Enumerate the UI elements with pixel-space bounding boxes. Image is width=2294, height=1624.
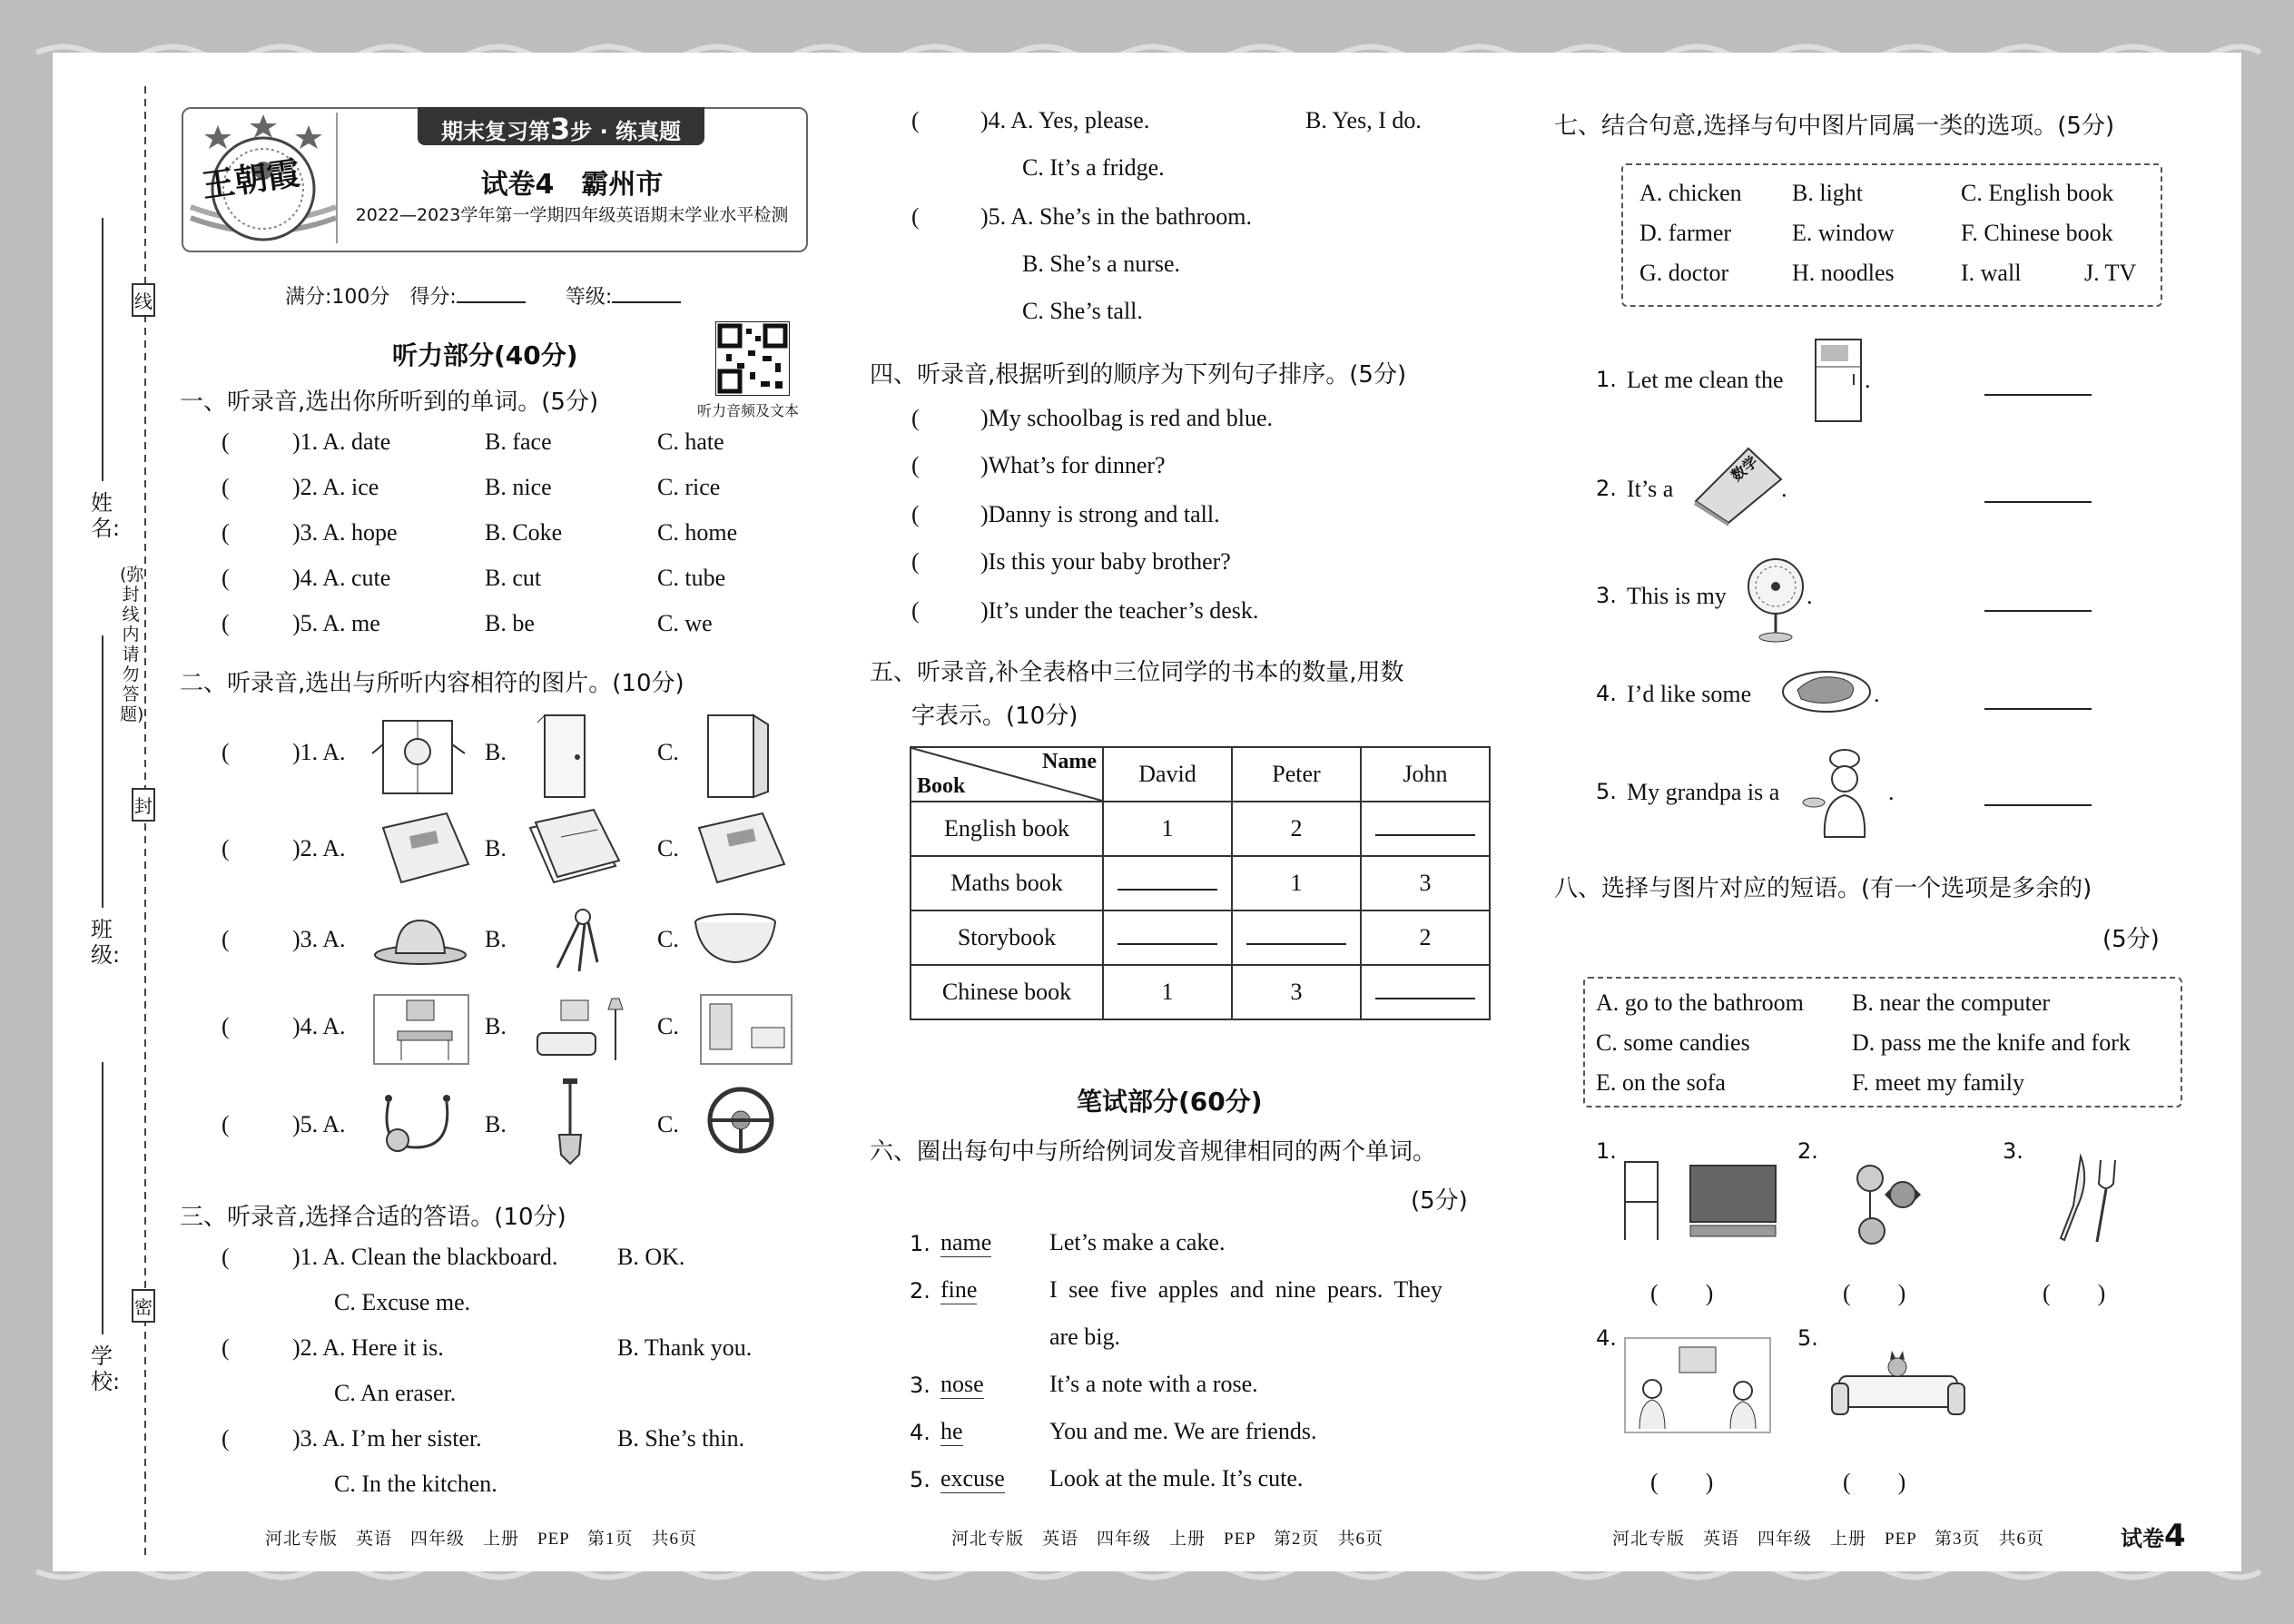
s7-option: F. Chinese book [1961, 220, 2113, 246]
s3-q2-a[interactable]: )2. A. Here it is. [292, 1334, 444, 1361]
row-chinese: Chinese book [911, 965, 1103, 1019]
exam-subtitle: 2022—2023学年第一学期四年级英语期末学业水平检测 [355, 205, 789, 225]
s1-q4-a[interactable]: )4. A. cute [292, 565, 391, 591]
grade-label: 等级: [565, 286, 613, 309]
s5-title-line1: 五、听录音,补全表格中三位同学的书本的数量,用数 [870, 659, 1404, 686]
s4-item-1[interactable]: )My schoolbag is red and blue. [980, 405, 1274, 431]
score-label: 满分:100分 得分: [285, 286, 457, 309]
notebooks-picture [525, 810, 625, 888]
s2-paren[interactable]: ( [222, 739, 230, 765]
s8-option: B. near the computer [1852, 989, 2051, 1016]
s2-q2-c[interactable]: C. [657, 835, 679, 861]
s2-paren[interactable]: ( [222, 1111, 230, 1137]
cell: 1 [1103, 802, 1232, 856]
s2-title: 二、听录音,选出与所听内容相符的图片。(10分) [180, 670, 684, 697]
s1-title: 一、听录音,选出你所听到的单词。(5分) [180, 389, 599, 416]
keys-picture [543, 904, 606, 977]
s1-q2-c[interactable]: C. rice [657, 474, 721, 500]
bathroom-picture [697, 991, 797, 1068]
banner-post: 步 · 练真题 [570, 119, 682, 144]
s3-q5-a[interactable]: )5. A. She’s in the bathroom. [980, 203, 1252, 230]
answer-cell[interactable] [1103, 856, 1232, 910]
s7-option: G. doctor [1639, 260, 1729, 286]
s2-q5-c[interactable]: C. [657, 1111, 679, 1137]
qr-caption: 听力音频及文本 [697, 402, 800, 419]
shovel-picture [552, 1077, 588, 1167]
s7-option: J. TV [2084, 260, 2137, 286]
corner-book: Book [917, 774, 966, 798]
s6-word: nose [940, 1371, 984, 1397]
hat-picture [370, 911, 470, 968]
knife-fork-picture [2053, 1153, 2126, 1247]
badge-label: 试卷 [2121, 1526, 2164, 1551]
school-label: 学校: [91, 1343, 121, 1394]
class-blank[interactable] [102, 635, 103, 908]
s1-q5-a[interactable]: )5. A. me [292, 610, 380, 636]
s2-paren[interactable]: ( [222, 926, 230, 952]
s1-q1-b[interactable]: B. face [485, 428, 552, 455]
s3-q5-b[interactable]: B. She’s a nurse. [1022, 251, 1181, 277]
s7-answer-blank-5[interactable] [1984, 804, 2092, 806]
cook-picture [1803, 746, 1890, 841]
col-john: John [1361, 747, 1490, 802]
s2-q3-a[interactable]: )3. A. [292, 926, 346, 952]
cell: 3 [1232, 965, 1361, 1019]
s7-sentence: I’d like some [1627, 681, 1752, 707]
seal-note: (弥封线内请勿答题) [120, 565, 144, 724]
s7-answer-blank-4[interactable] [1984, 708, 2092, 710]
s6-sentence[interactable]: Look at the mule. It’s cute. [1049, 1465, 1304, 1491]
s7-sentence: It’s a [1627, 476, 1674, 502]
answer-cell[interactable] [1361, 802, 1490, 856]
answer-cell[interactable] [1232, 910, 1361, 965]
s2-q4-b[interactable]: B. [485, 1013, 507, 1039]
s1-q4-c[interactable]: C. tube [657, 565, 726, 591]
s1-paren[interactable]: ( [222, 428, 230, 455]
s7-option: C. English book [1961, 180, 2114, 206]
s7-option: B. light [1792, 180, 1864, 206]
s6-title: 六、圈出每句中与所给例词发音规律相同的两个单词。 [870, 1138, 1437, 1166]
s6-score: (5分) [1411, 1187, 1468, 1215]
s6-num: 1. [910, 1231, 930, 1256]
writing-title: 笔试部分(60分) [1077, 1087, 1263, 1117]
fridge-picture [1812, 338, 1866, 425]
name-label: 姓名: [91, 490, 121, 541]
s7-title: 七、结合句意,选择与句中图片同属一类的选项。(5分) [1554, 113, 2115, 140]
s7-sentence: Let me clean the [1627, 367, 1784, 393]
s2-q5-a[interactable]: )5. A. [292, 1111, 346, 1137]
s8-option: C. some candies [1596, 1029, 1750, 1056]
s6-sentence-cont[interactable]: are big. [1049, 1324, 1120, 1350]
s3-q3-c[interactable]: C. In the kitchen. [334, 1471, 497, 1497]
answer-cell[interactable] [1103, 910, 1232, 965]
maths-book-cover-text: 数学 [1728, 452, 1762, 485]
family-room-picture [1616, 1334, 1779, 1438]
s3-q1-a[interactable]: )1. A. Clean the blackboard. [292, 1244, 558, 1270]
s2-paren[interactable]: ( [222, 835, 230, 861]
s8-num: 2. [1797, 1138, 1818, 1164]
window-boy-picture [370, 717, 479, 797]
s7-option: E. window [1792, 220, 1895, 246]
s7-post: . [1865, 367, 1871, 393]
table-corner-cell [911, 747, 1103, 802]
s2-q1-b[interactable]: B. [485, 739, 507, 765]
s1-q5-c[interactable]: C. we [657, 610, 713, 636]
seal-line-label: 线 [132, 283, 155, 317]
s6-word: name [940, 1229, 992, 1255]
s6-num: 2. [910, 1278, 930, 1304]
score-blank[interactable] [457, 301, 526, 303]
s8-option: D. pass me the knife and fork [1852, 1029, 2131, 1056]
s8-num: 4. [1596, 1325, 1617, 1351]
s6-word: he [940, 1418, 963, 1444]
s6-num: 5. [910, 1467, 930, 1492]
s3-paren[interactable]: ( [911, 107, 920, 133]
s4-paren[interactable]: ( [911, 501, 920, 527]
s3-q1-b[interactable]: B. OK. [617, 1244, 685, 1270]
s8-answer-paren-1[interactable]: ( ) [1650, 1280, 1714, 1306]
s1-q2-a[interactable]: )2. A. ice [292, 474, 379, 500]
s3-paren[interactable]: ( [911, 203, 920, 230]
s3-paren[interactable]: ( [222, 1244, 230, 1270]
s8-num: 3. [2003, 1138, 2023, 1164]
s3-title: 三、听录音,选择合适的答语。(10分) [180, 1204, 566, 1231]
living-room-picture [525, 991, 634, 1068]
s4-title: 四、听录音,根据听到的顺序为下列句子排序。(5分) [870, 361, 1407, 389]
seal-feng-label: 封 [132, 788, 155, 822]
s7-num: 4. [1596, 681, 1617, 706]
s4-paren[interactable]: ( [911, 405, 920, 431]
s3-paren[interactable]: ( [222, 1334, 230, 1361]
book-picture-a [374, 810, 474, 888]
s6-num: 4. [910, 1420, 930, 1445]
s8-option: E. on the sofa [1596, 1069, 1726, 1096]
s7-answer-blank-3[interactable] [1984, 610, 2092, 612]
s1-q3-c[interactable]: C. home [657, 519, 738, 546]
open-door-picture [701, 712, 773, 801]
s2-q4-c[interactable]: C. [657, 1013, 679, 1039]
s7-option: D. farmer [1639, 220, 1732, 246]
s4-item-5[interactable]: )It’s under the teacher’s desk. [980, 597, 1259, 624]
row-storybook: Storybook [911, 910, 1103, 965]
s3-q2-b[interactable]: B. Thank you. [617, 1334, 753, 1361]
s7-post: . [1874, 681, 1880, 707]
s2-q3-c[interactable]: C. [657, 926, 679, 952]
s7-option: H. noodles [1792, 260, 1895, 286]
s4-paren[interactable]: ( [911, 452, 920, 478]
s1-q3-b[interactable]: B. Coke [485, 519, 563, 546]
s3-q4-b[interactable]: B. Yes, I do. [1305, 107, 1422, 133]
s7-answer-blank-1[interactable] [1984, 394, 2092, 396]
s8-num: 5. [1797, 1325, 1818, 1351]
header-divider [336, 113, 338, 243]
s3-q3-a[interactable]: )3. A. I’m her sister. [292, 1425, 482, 1452]
banner-pre: 期末复习第 [440, 119, 550, 144]
school-blank[interactable] [102, 1062, 103, 1334]
exam-title: 试卷4 霸州市 [480, 169, 664, 201]
s3-q3-b[interactable]: B. She’s thin. [617, 1425, 745, 1452]
s7-answer-blank-2[interactable] [1984, 501, 2092, 503]
s8-answer-paren-3[interactable]: ( ) [2043, 1280, 2106, 1306]
badge-number: 4 [2164, 1518, 2186, 1554]
s7-post: . [1781, 476, 1787, 502]
footer-page-2: 河北专版 英语 四年级 上册 PEP 第2页 共6页 [951, 1530, 1384, 1549]
study-room-picture [370, 991, 472, 1068]
grade-blank[interactable] [612, 301, 681, 303]
col-peter: Peter [1232, 747, 1361, 802]
name-blank[interactable] [102, 218, 103, 481]
s6-sentence[interactable]: It’s a note with a rose. [1049, 1371, 1258, 1397]
exam-badge [2121, 1518, 2186, 1554]
cell: 2 [1361, 910, 1490, 965]
s7-option: A. chicken [1639, 180, 1742, 206]
s8-answer-paren-2[interactable]: ( ) [1843, 1280, 1906, 1306]
sofa-cat-picture [1830, 1349, 1966, 1425]
book-picture-c [690, 810, 790, 888]
book-count-table [910, 746, 1491, 1020]
steering-wheel-picture [695, 1084, 786, 1160]
s8-option: F. meet my family [1852, 1069, 2024, 1096]
s2-q2-a[interactable]: )2. A. [292, 835, 346, 861]
s6-num: 3. [910, 1373, 930, 1398]
cell: 2 [1232, 802, 1361, 856]
class-label: 班级: [91, 917, 121, 968]
s7-num: 3. [1596, 583, 1617, 608]
s6-word: excuse [940, 1465, 1005, 1491]
meat-dish-picture [1779, 663, 1876, 717]
s8-num: 1. [1596, 1138, 1617, 1164]
s4-paren[interactable]: ( [911, 548, 920, 575]
qr-code-icon[interactable] [715, 321, 790, 396]
stage-banner [418, 107, 704, 145]
col-david: David [1103, 747, 1232, 802]
s3-q1-c[interactable]: C. Excuse me. [334, 1289, 471, 1315]
cell: 1 [1103, 965, 1232, 1019]
s7-sentence: My grandpa is a [1627, 779, 1780, 805]
s2-paren[interactable]: ( [222, 1013, 230, 1039]
s7-post: . [1807, 583, 1813, 609]
row-maths: Maths book [911, 856, 1103, 910]
s1-q4-b[interactable]: B. cut [485, 565, 542, 591]
s3-q2-c[interactable]: C. An eraser. [334, 1380, 457, 1406]
s7-post: . [1888, 779, 1895, 805]
s7-num: 5. [1596, 779, 1617, 804]
s1-q5-b[interactable]: B. be [485, 610, 535, 636]
s2-q3-b[interactable]: B. [485, 926, 507, 952]
door-picture [536, 712, 599, 801]
s6-sentence[interactable]: I see five apples and nine pears. They [1049, 1276, 1442, 1303]
s6-sentence[interactable]: Let’s make a cake. [1049, 1229, 1226, 1255]
s1-paren[interactable]: ( [222, 474, 230, 500]
s2-q4-a[interactable]: )4. A. [292, 1013, 346, 1039]
s4-item-3[interactable]: )Danny is strong and tall. [980, 501, 1220, 527]
maths-book-picture [1690, 445, 1785, 527]
s6-word: fine [940, 1276, 978, 1303]
s3-q5-c[interactable]: C. She’s tall. [1022, 298, 1143, 324]
seal-mi-label: 密 [132, 1289, 155, 1323]
s4-item-4[interactable]: )Is this your baby brother? [980, 548, 1231, 575]
s8-title: 八、选择与图片对应的短语。(有一个选项是多余的) [1554, 875, 2092, 902]
s1-q1-c[interactable]: C. hate [657, 428, 724, 455]
s8-option: A. go to the bathroom [1596, 989, 1804, 1016]
s8-answer-paren-5[interactable]: ( ) [1843, 1469, 1906, 1495]
s7-num: 1. [1596, 367, 1617, 392]
s7-sentence: This is my [1627, 583, 1727, 609]
logo-text: 王朝霞 [199, 153, 302, 206]
s7-option: I. wall [1961, 260, 2022, 286]
corner-name: Name [1042, 750, 1097, 773]
cell: 1 [1232, 856, 1361, 910]
answer-cell[interactable] [1361, 965, 1490, 1019]
s3-paren[interactable]: ( [222, 1425, 230, 1452]
s1-q1-a[interactable]: )1. A. date [292, 428, 391, 455]
bowl-picture [692, 911, 779, 968]
candies-picture [1834, 1151, 1934, 1251]
s1-paren[interactable]: ( [222, 610, 230, 636]
row-english: English book [911, 802, 1103, 856]
s7-num: 2. [1596, 476, 1617, 501]
stethoscope-picture [370, 1084, 472, 1160]
s2-q2-b[interactable]: B. [485, 835, 507, 861]
s1-q3-a[interactable]: )3. A. hope [292, 519, 398, 546]
s1-paren[interactable]: ( [222, 565, 230, 591]
s2-q1-c[interactable]: C. [657, 739, 679, 765]
cell: 3 [1361, 856, 1490, 910]
listening-title: 听力部分(40分) [392, 340, 578, 370]
s8-score: (5分) [2102, 926, 2160, 953]
s1-paren[interactable]: ( [222, 519, 230, 546]
s3-q4-a[interactable]: )4. A. Yes, please. [980, 107, 1150, 133]
s4-paren[interactable]: ( [911, 597, 920, 624]
s2-q5-b[interactable]: B. [485, 1111, 507, 1137]
s1-q2-b[interactable]: B. nice [485, 474, 552, 500]
s5-title-line2: 字表示。(10分) [911, 703, 1078, 730]
footer-page-3: 河北专版 英语 四年级 上册 PEP 第3页 共6页 [1612, 1530, 2045, 1549]
score-line [285, 281, 681, 310]
s6-sentence[interactable]: You and me. We are friends. [1049, 1418, 1317, 1444]
s3-q4-c[interactable]: C. It’s a fridge. [1022, 154, 1165, 181]
s8-answer-paren-4[interactable]: ( ) [1650, 1469, 1714, 1495]
chair-computer-picture [1618, 1153, 1785, 1247]
s2-q1-a[interactable]: )1. A. [292, 739, 346, 765]
footer-page-1: 河北专版 英语 四年级 上册 PEP 第1页 共6页 [265, 1530, 698, 1549]
s4-item-2[interactable]: )What’s for dinner? [980, 452, 1166, 478]
banner-num: 3 [549, 112, 571, 146]
fan-picture [1743, 554, 1810, 645]
